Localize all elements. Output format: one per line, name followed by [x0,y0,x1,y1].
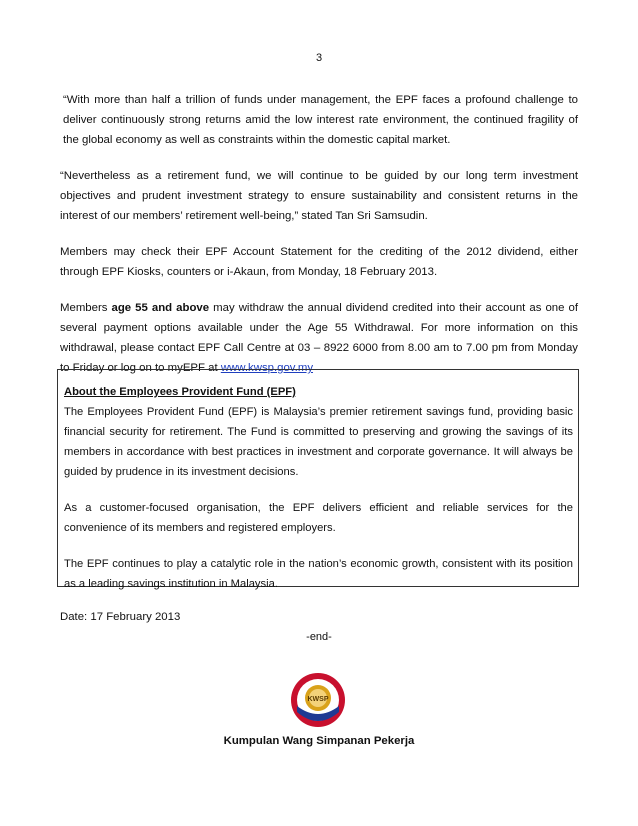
release-date: Date: 17 February 2013 [60,611,181,623]
about-epf-title: About the Employees Provident Fund (EPF) [64,386,296,398]
organisation-name: Kumpulan Wang Simpanan Pekerja [223,735,415,747]
paragraph-age-55-withdrawal [60,298,578,378]
emblem-text: KWSP [307,696,329,703]
kwsp-website-link[interactable]: www.kwsp.gov.my [220,362,314,374]
paragraph-quote-challenge: “With more than half a trillion of funds under management, the EPF faces a profound challenge to deliver continuously strong returns amid the low interest rate environment, the continued fragility of the global economy as well as constraints within the domestic capital market. [63,94,578,146]
about-epf-paragraph-1: The Employees Provident Fund (EPF) is Malaysia’s premier retirement savings fund, providing basic financial security for retirement. The Fund is committed to preserving and growing the savings of its members in accordance with best practices in investment and corporate governance. It will always be guided by prudence in its investment decisions. [64,406,573,478]
age-55-lead-text: Members [60,302,112,314]
age-55-body-text: may withdraw the annual dividend credited into their account as one of several payment options available under the Age 55 Withdrawal. For more information on this withdrawal, please contact EPF Call Centre at 03 – 8922 6000 from 8.00 am to 7.00 pm from Monday to Friday or log on to myEPF at [60,302,578,374]
kwsp-emblem-icon [290,672,346,728]
page-number: 3 [315,52,323,64]
about-epf-paragraph-3: The EPF continues to play a catalytic role in the nation’s economic growth, consistent with its position as a leading savings institution in Malaysia. [64,558,573,590]
end-marker: -end- [306,631,332,643]
age-55-bold-text: age 55 and above [111,302,210,314]
about-epf-box [57,369,579,590]
paragraph-quote-nevertheless: “Nevertheless as a retirement fund, we will continue to be guided by our long term investment objectives and prudent investment strategy to ensure sustainability and consistent returns in the interest of our members’ retirement well-being,” stated Tan Sri Samsudin. [60,170,578,222]
press-release-body [60,90,578,394]
paragraph-account-statement: Members may check their EPF Account Statement for the crediting of the 2012 dividend, either through EPF Kiosks, counters or i-Akaun, from Monday, 18 February 2013. [60,246,578,278]
about-epf-paragraph-2: As a customer-focused organisation, the EPF delivers efficient and reliable services for the convenience of its members and registered employers. [64,502,573,534]
